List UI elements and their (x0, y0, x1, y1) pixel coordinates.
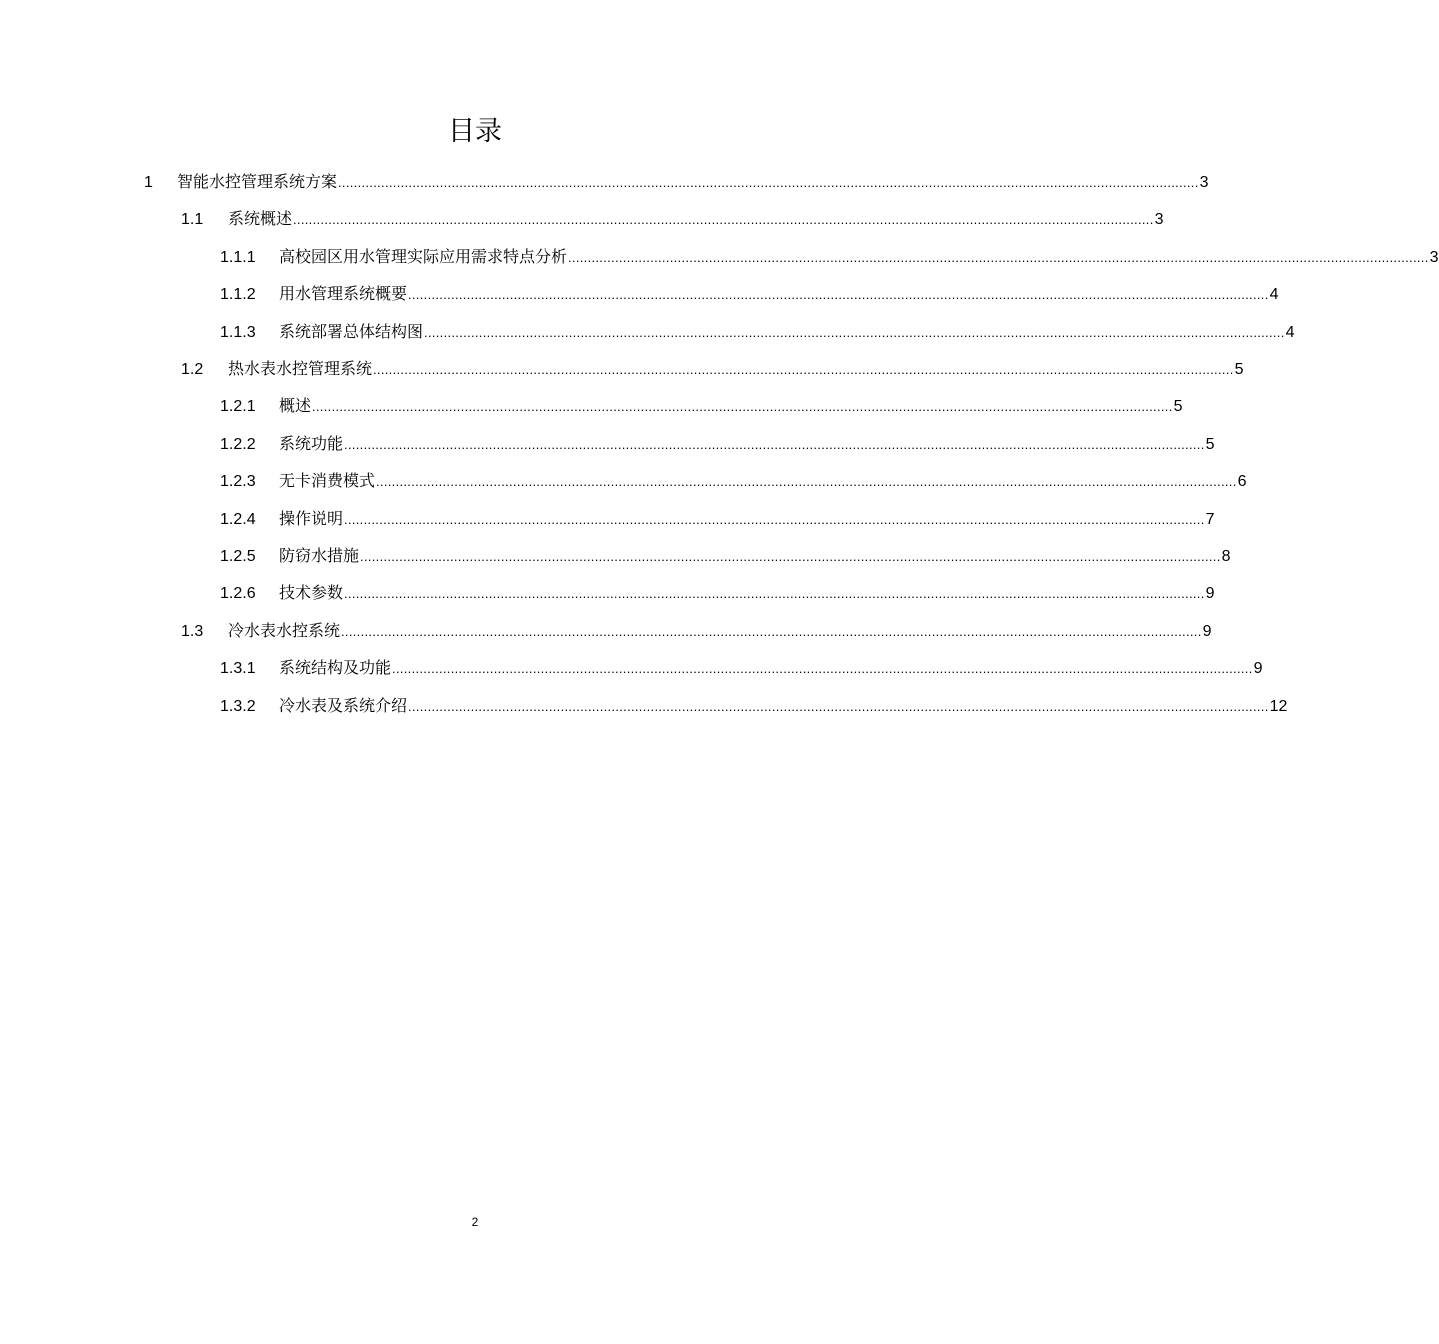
toc-entry-body (279, 246, 1439, 269)
toc-entry-page: 7 (1205, 510, 1215, 528)
toc-leader-dots: ............................................................................................................................................................................................................................ (568, 249, 1429, 265)
toc-entry-number: 1.2 (181, 361, 204, 378)
toc-entry[interactable] (0, 276, 1279, 313)
toc-entry-title: 系统结构及功能 (279, 658, 392, 678)
toc-entry-number: 1.2.4 (220, 510, 256, 528)
toc-entry-body (279, 433, 1215, 456)
toc-entry[interactable] (0, 613, 1212, 650)
toc-leader-dots: ............................................................................................................................................................................................................................ (373, 362, 1234, 377)
toc-entry-title: 用水管理系统概要 (279, 284, 408, 304)
toc-entry-title: 系统概述 (228, 209, 293, 229)
toc-leader-dots: ............................................................................................................................................................................................................................ (293, 212, 1154, 228)
toc-title: 目录 (448, 116, 502, 147)
toc-entry-title: 冷水表水控系统 (228, 620, 341, 640)
toc-leader-dots: ............................................................................................................................................................................................................................ (312, 399, 1173, 415)
toc-entry-number: 1 (144, 174, 153, 191)
toc-entry[interactable] (0, 426, 1215, 463)
toc-entry-body (177, 171, 1209, 194)
toc-entry[interactable] (0, 463, 1247, 500)
toc-entry-title: 高校园区用水管理实际应用需求特点分析 (279, 246, 568, 266)
toc-entry-body (279, 582, 1215, 605)
toc-entry-page: 8 (1221, 548, 1231, 565)
toc-entry-body (279, 470, 1247, 493)
toc-entry-page: 5 (1173, 398, 1183, 416)
toc-entry-title: 智能水控管理系统方案 (177, 172, 338, 191)
toc-entry-page: 6 (1237, 473, 1247, 491)
toc-leader-dots: ............................................................................................................................................................................................................................ (344, 511, 1205, 527)
toc-entry-title: 操作说明 (279, 508, 344, 528)
page-number: 2 (471, 1215, 479, 1229)
toc-entry-page: 3 (1154, 211, 1164, 229)
toc-entry-title: 系统功能 (279, 433, 344, 453)
toc-entry[interactable] (0, 164, 1209, 201)
toc-entry-body (279, 657, 1263, 680)
toc-entry-body (279, 695, 1288, 718)
toc-entry-page: 3 (1199, 174, 1209, 191)
toc-leader-dots: ............................................................................................................................................................................................................................ (392, 661, 1253, 677)
toc-entry-body (228, 208, 1164, 231)
toc-entry-number: 1.2.1 (220, 398, 256, 416)
toc-leader-dots: ............................................................................................................................................................................................................................ (344, 586, 1205, 602)
toc-entry-title: 概述 (279, 396, 312, 416)
toc-entry[interactable] (0, 351, 1244, 388)
toc-entry-body (279, 508, 1215, 531)
toc-entry-title: 热水表水控管理系统 (228, 359, 373, 378)
toc-entry-body (228, 620, 1212, 643)
toc-leader-dots: ............................................................................................................................................................................................................................ (376, 474, 1237, 490)
toc-entry[interactable] (0, 688, 1288, 725)
toc-entry-number: 1.3.2 (220, 697, 256, 715)
toc-entry-number: 1.2.6 (220, 585, 256, 603)
toc-entry-page: 4 (1285, 323, 1295, 341)
toc-entry-number: 1.1.1 (220, 248, 256, 266)
toc-entry-title: 防窃水措施 (279, 546, 360, 565)
toc-leader-dots: ............................................................................................................................................................................................................................ (341, 623, 1202, 639)
toc-entry-title: 冷水表及系统介绍 (279, 695, 408, 715)
toc-entry-title: 无卡消费模式 (279, 471, 376, 491)
toc-entry[interactable] (0, 501, 1215, 538)
toc-entry-body (279, 283, 1279, 306)
toc-entry-number: 1.2.5 (220, 548, 256, 565)
toc-entry-number: 1.2.3 (220, 473, 256, 491)
toc-entry[interactable] (0, 538, 1231, 575)
toc-entry[interactable] (0, 314, 1295, 351)
toc-leader-dots: ............................................................................................................................................................................................................................ (360, 549, 1221, 564)
toc-entry[interactable] (0, 388, 1183, 425)
toc-leader-dots: ............................................................................................................................................................................................................................ (424, 324, 1285, 340)
toc-entry-page: 9 (1205, 585, 1215, 603)
toc-entry-number: 1.1.2 (220, 286, 256, 304)
toc-entry-page: 5 (1205, 435, 1215, 453)
toc-leader-dots: ............................................................................................................................................................................................................................ (408, 698, 1269, 714)
toc-entry-number: 1.3 (181, 622, 204, 640)
toc-entry-body (279, 545, 1231, 568)
toc-entry-title: 技术参数 (279, 583, 344, 603)
toc-entry-page: 5 (1234, 361, 1244, 378)
toc-entry-page: 3 (1429, 248, 1439, 266)
toc-entry-body (279, 321, 1295, 344)
toc-entry-number: 1.2.2 (220, 435, 256, 453)
toc-entry-body (228, 358, 1244, 381)
toc-entry-number: 1.1 (181, 211, 204, 229)
toc-entry-page: 12 (1269, 697, 1288, 715)
toc-leader-dots: ............................................................................................................................................................................................................................ (408, 287, 1269, 303)
toc-entry[interactable] (0, 650, 1263, 687)
toc-entry[interactable] (0, 239, 1439, 276)
toc-entry-title: 系统部署总体结构图 (279, 321, 424, 341)
toc-leader-dots: ............................................................................................................................................................................................................................ (338, 175, 1199, 190)
toc-entry-number: 1.3.1 (220, 660, 256, 678)
toc-entry[interactable] (0, 575, 1215, 612)
toc-entry-page: 9 (1202, 622, 1212, 640)
toc-entry-body (279, 395, 1183, 418)
toc-entry[interactable] (0, 201, 1164, 238)
toc-entry-page: 9 (1253, 660, 1263, 678)
toc-leader-dots: ............................................................................................................................................................................................................................ (344, 436, 1205, 452)
toc-entry-page: 4 (1269, 286, 1279, 304)
toc-entry-number: 1.1.3 (220, 323, 256, 341)
